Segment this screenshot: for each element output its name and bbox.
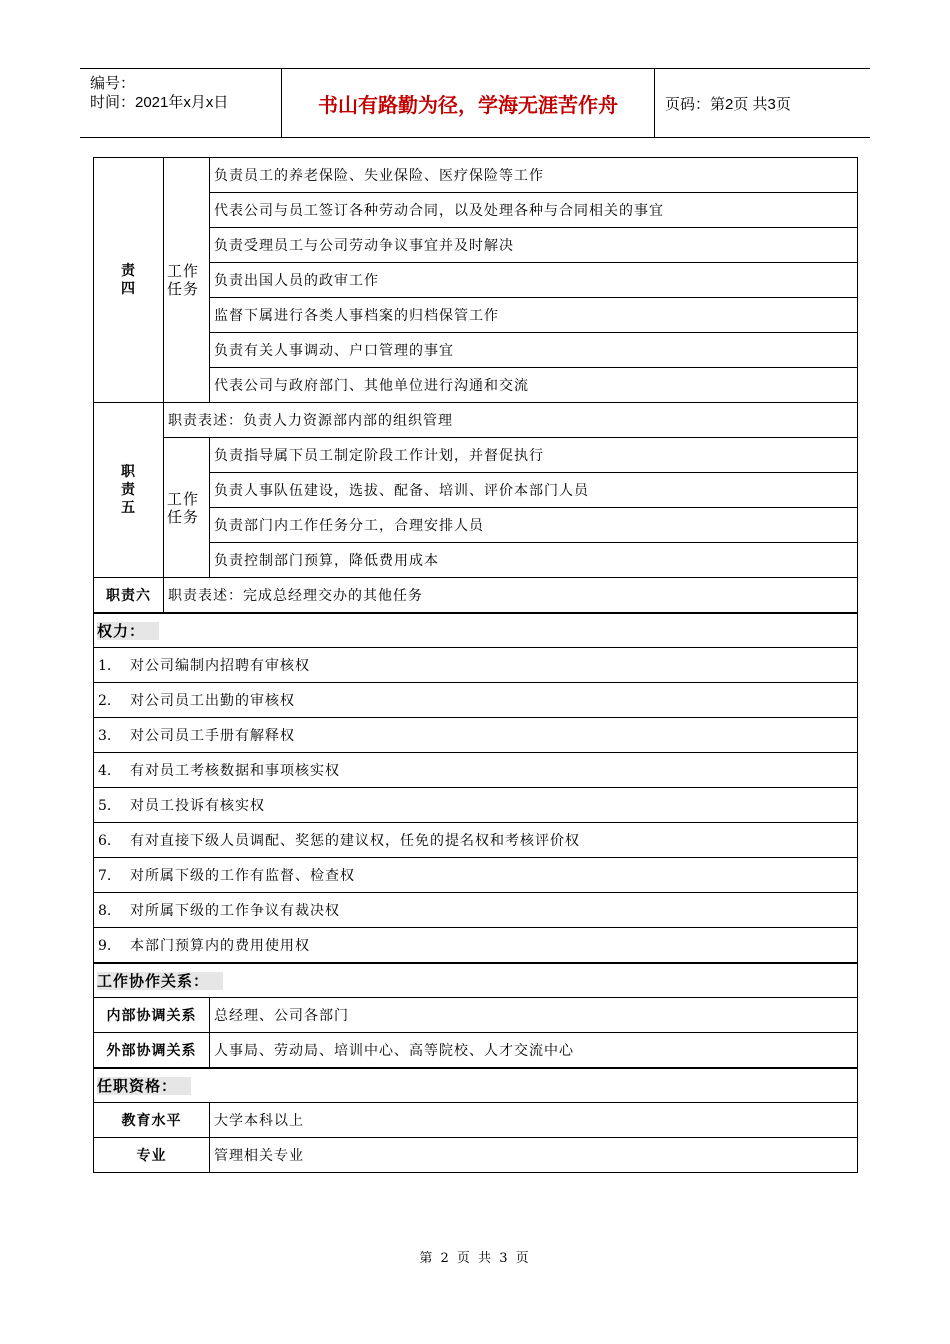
external-coordination-label: 外部协调关系 [94,1033,210,1068]
header-meta [80,69,280,137]
major-value: 管理相关专业 [210,1138,858,1173]
external-coordination-value: 人事局、劳动局、培训中心、高等院校、人才交流中心 [210,1033,858,1068]
page-header [80,68,870,138]
education-label: 教育水平 [94,1103,210,1138]
duty5-task: 负责部门内工作任务分工，合理安排人员 [210,508,858,543]
header-motto: 书山有路勤为径，学海无涯苦作舟 [281,69,655,137]
authority-item: 3. 对公司员工手册有解释权 [94,718,858,753]
cooperation-title: 工作协作关系： [94,963,858,998]
duty4-task: 负责出国人员的政审工作 [210,263,858,298]
education-value: 大学本科以上 [210,1103,858,1138]
duty5-task: 负责指导属下员工制定阶段工作计划，并督促执行 [210,438,858,473]
duty4-task: 监督下属进行各类人事档案的归档保管工作 [210,298,858,333]
authority-item: 1. 对公司编制内招聘有审核权 [94,648,858,683]
time-label: 时间：2021年x月x日 [90,94,229,111]
internal-coordination-label: 内部协调关系 [94,998,210,1033]
job-description-table [93,157,858,1173]
internal-coordination-value: 总经理、公司各部门 [210,998,858,1033]
authority-item: 8. 对所属下级的工作争议有裁决权 [94,893,858,928]
authority-item: 6. 有对直接下级人员调配、奖惩的建议权，任免的提名权和考核评价权 [94,823,858,858]
duty4-task: 代表公司与员工签订各种劳动合同，以及处理各种与合同相关的事宜 [210,193,858,228]
duty4-tasks-label: 工作 任务 [164,158,210,403]
duty5-label: 职 责 五 [94,403,164,578]
serial-label: 编号： [90,75,136,92]
authority-title: 权力： [94,613,858,648]
authority-item: 4. 有对员工考核数据和事项核实权 [94,753,858,788]
authority-item: 9. 本部门预算内的费用使用权 [94,928,858,963]
duty4-task: 负责有关人事调动、户口管理的事宜 [210,333,858,368]
duty4-label: 责 四 [94,158,164,403]
duty5-task: 负责人事队伍建设，选拔、配备、培训、评价本部门人员 [210,473,858,508]
authority-item: 5. 对员工投诉有核实权 [94,788,858,823]
duty5-tasks-label: 工作 任务 [164,438,210,578]
duty5-statement: 职责表述：负责人力资源部内部的组织管理 [164,403,858,438]
authority-item: 2. 对公司员工出勤的审核权 [94,683,858,718]
authority-item: 7. 对所属下级的工作有监督、检查权 [94,858,858,893]
duty4-task: 负责受理员工与公司劳动争议事宜并及时解决 [210,228,858,263]
duty6-statement: 职责表述：完成总经理交办的其他任务 [164,578,858,613]
page-footer: 第 2 页 共 3 页 [419,1251,531,1266]
duty6-label: 职责六 [94,578,164,613]
page-number-label: 页码：第2页 共3页 [665,95,791,113]
qualification-title: 任职资格： [94,1068,858,1103]
duty5-task: 负责控制部门预算，降低费用成本 [210,543,858,578]
duty4-task: 负责员工的养老保险、失业保险、医疗保险等工作 [210,158,858,193]
major-label: 专业 [94,1138,210,1173]
duty4-task: 代表公司与政府部门、其他单位进行沟通和交流 [210,368,858,403]
